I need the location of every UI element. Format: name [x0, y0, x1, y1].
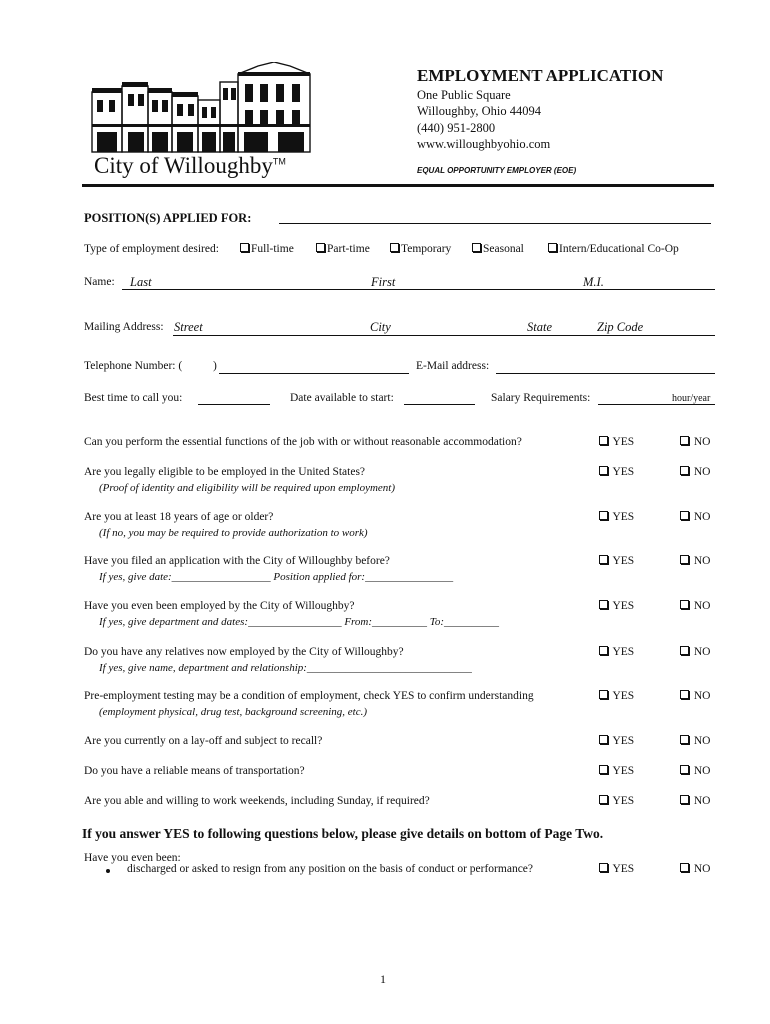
section2-heading: If you answer YES to following questions below, please give details on bottom of Page Two. — [82, 826, 604, 841]
checkbox-icon — [599, 863, 608, 872]
mailing-state-label: State — [527, 320, 552, 334]
no-option[interactable] — [680, 511, 711, 523]
checkbox-icon — [599, 600, 608, 609]
checkbox-icon — [680, 646, 689, 655]
question-text: Have you filed an application with the City of Willoughby before? — [84, 555, 390, 567]
yes-label: YES — [612, 555, 635, 567]
checkbox-icon — [599, 466, 608, 475]
yes-option[interactable] — [599, 555, 634, 567]
question-subtext: If yes, give department and dates:_________________ From:__________ To:__________ — [99, 616, 500, 628]
telephone-close-paren: ) — [213, 360, 217, 372]
checkbox-icon — [599, 555, 608, 564]
city-building-logo-icon — [88, 62, 314, 154]
mailing-street-label: Street — [174, 320, 203, 334]
checkbox-icon — [599, 646, 608, 655]
checkbox-icon — [599, 511, 608, 520]
positions-label: POSITION(S) APPLIED FOR: — [84, 211, 252, 225]
name-mi-label: M.I. — [583, 275, 604, 289]
checkbox-icon — [599, 690, 608, 699]
yes-label: YES — [612, 795, 635, 807]
yes-option[interactable] — [599, 735, 634, 747]
yes-label: YES — [612, 646, 635, 658]
checkbox-icon — [680, 795, 689, 804]
bullet-icon — [106, 869, 110, 873]
question-subtext: (employment physical, drug test, background screening, etc.) — [99, 706, 368, 718]
question-subtext: If yes, give date:__________________ Position applied for:________________ — [99, 571, 454, 583]
yes-option[interactable] — [599, 511, 634, 523]
no-label: NO — [693, 466, 711, 478]
mailing-label: Mailing Address: — [84, 321, 164, 333]
yes-option[interactable] — [599, 466, 634, 478]
checkbox-icon — [599, 795, 608, 804]
salary-field[interactable] — [598, 404, 715, 405]
question-subtext: (If no, you may be required to provide authorization to work) — [99, 527, 368, 539]
checkbox-icon — [680, 436, 689, 445]
checkbox-icon — [316, 243, 325, 252]
checkbox-icon — [680, 600, 689, 609]
mailing-city-label: City — [370, 320, 391, 334]
question-text: Do you have a reliable means of transportation? — [84, 765, 305, 777]
option-intern[interactable]: Intern/Educational Co-Op — [548, 243, 679, 255]
no-label: NO — [693, 735, 711, 747]
section2-intro: Have you even been: — [84, 852, 181, 864]
no-label: NO — [693, 765, 711, 777]
checkbox-icon — [680, 863, 689, 872]
date-available-label: Date available to start: — [290, 392, 394, 404]
no-label: NO — [693, 600, 711, 612]
checkbox-icon — [472, 243, 481, 252]
checkbox-icon — [390, 243, 399, 252]
email-label: E-Mail address: — [416, 360, 490, 372]
option-part-time[interactable]: Part-time — [316, 243, 370, 255]
question-text: Are you legally eligible to be employed in the United States? — [84, 466, 366, 478]
no-option[interactable] — [680, 466, 711, 478]
option-seasonal[interactable]: Seasonal — [472, 243, 524, 255]
yes-option[interactable] — [599, 646, 634, 658]
question-subtext: If yes, give name, department and relationship:______________________________ — [99, 662, 472, 674]
telephone-label: Telephone Number: ( — [84, 360, 183, 372]
no-option[interactable] — [680, 646, 711, 658]
telephone-field[interactable] — [219, 373, 409, 374]
question-text: Do you have any relatives now employed by the City of Willoughby? — [84, 646, 404, 658]
eoe-note: EQUAL OPPORTUNITY EMPLOYER (EOE) — [417, 166, 577, 175]
option-full-time[interactable]: Full-time — [240, 243, 294, 255]
website: www.willoughbyohio.com — [417, 137, 551, 151]
no-label: NO — [693, 555, 711, 567]
name-label: Name: — [84, 276, 115, 288]
yes-option[interactable] — [599, 765, 634, 777]
yes-label: YES — [612, 690, 635, 702]
no-label: NO — [693, 646, 711, 658]
mailing-zip-label: Zip Code — [597, 320, 644, 334]
question-subtext: (Proof of identity and eligibility will be required upon employment) — [99, 482, 396, 494]
checkbox-icon — [680, 555, 689, 564]
no-option[interactable] — [680, 600, 711, 612]
mailing-field[interactable] — [173, 335, 715, 336]
checkbox-icon — [680, 690, 689, 699]
yes-option[interactable] — [599, 795, 634, 807]
name-first-label: First — [371, 275, 396, 289]
name-field[interactable] — [122, 289, 715, 290]
yes-label: YES — [612, 735, 635, 747]
yes-label: YES — [612, 765, 635, 777]
no-option[interactable] — [680, 690, 711, 702]
phone: (440) 951-2800 — [417, 121, 496, 135]
email-field[interactable] — [496, 373, 715, 374]
question-text: Are you currently on a lay-off and subject to recall? — [84, 735, 323, 747]
yes-label: YES — [612, 600, 635, 612]
form-title: EMPLOYMENT APPLICATION — [417, 66, 664, 85]
no-option[interactable] — [680, 735, 711, 747]
no-option[interactable]: NO — [680, 863, 711, 875]
no-option[interactable] — [680, 765, 711, 777]
yes-label: YES — [612, 436, 635, 448]
city-name: City of Willoughby™ — [94, 153, 286, 178]
no-label: NO — [693, 511, 711, 523]
option-temporary[interactable]: Temporary — [390, 243, 451, 255]
address-line1: One Public Square — [417, 88, 511, 102]
yes-option[interactable] — [599, 690, 634, 702]
yes-option[interactable] — [599, 436, 634, 448]
checkbox-icon — [680, 466, 689, 475]
employment-type-label: Type of employment desired: — [84, 243, 219, 255]
no-label: NO — [693, 436, 711, 448]
checkbox-icon — [599, 436, 608, 445]
question-text: Can you perform the essential functions of the job with or without reasonable accommodation? — [84, 436, 522, 448]
section2-bullet-text: discharged or asked to resign from any position on the basis of conduct or performance? — [127, 863, 534, 875]
question-text: Have you even been employed by the City of Willoughby? — [84, 600, 355, 612]
checkbox-icon — [599, 765, 608, 774]
salary-label: Salary Requirements: — [491, 392, 591, 404]
address-line2: Willoughby, Ohio 44094 — [417, 104, 542, 118]
no-option[interactable] — [680, 555, 711, 567]
question-text: Are you at least 18 years of age or older? — [84, 511, 274, 523]
checkbox-icon — [680, 511, 689, 520]
checkbox-icon — [680, 765, 689, 774]
date-available-field[interactable] — [404, 404, 475, 405]
best-time-label: Best time to call you: — [84, 392, 183, 404]
checkbox-icon — [240, 243, 249, 252]
checkbox-icon — [680, 735, 689, 744]
yes-option[interactable] — [599, 600, 634, 612]
checkbox-icon — [548, 243, 557, 252]
no-label: NO — [693, 795, 711, 807]
question-text: Pre-employment testing may be a condition of employment, check YES to confirm understanding — [84, 690, 534, 702]
positions-field[interactable] — [279, 223, 711, 224]
yes-label: YES — [612, 466, 635, 478]
name-last-label: Last — [130, 275, 152, 289]
page-number: 1 — [380, 972, 386, 986]
yes-label: YES — [612, 511, 635, 523]
question-text: Are you able and willing to work weekends, including Sunday, if required? — [84, 795, 430, 807]
no-option[interactable] — [680, 436, 711, 448]
yes-option[interactable]: YES — [599, 863, 634, 875]
checkbox-icon — [599, 735, 608, 744]
best-time-field[interactable] — [198, 404, 270, 405]
salary-unit: hour/year — [672, 393, 711, 404]
no-label: NO — [693, 690, 711, 702]
no-option[interactable] — [680, 795, 711, 807]
header-divider — [82, 184, 714, 187]
